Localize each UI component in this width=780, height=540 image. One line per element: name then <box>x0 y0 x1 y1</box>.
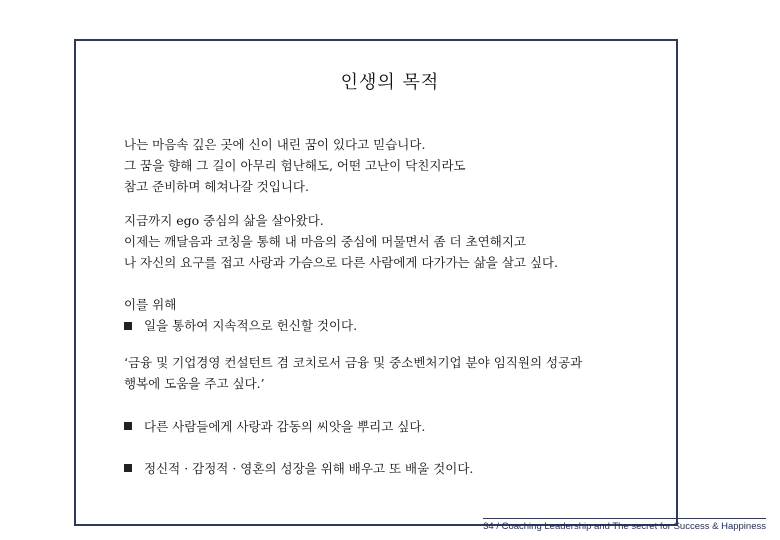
text-line: ‘금융 및 기업경영 컨설턴트 겸 코치로서 금융 및 중소벤처기업 분야 임직원의 성공과 <box>124 355 583 370</box>
paragraph-consultant <box>124 352 582 394</box>
text-line: 지금까지 ego 중심의 삶을 살아왔다. <box>124 213 324 228</box>
square-bullet-icon <box>124 322 132 330</box>
paragraph-for-this <box>124 294 357 336</box>
text-line: 나는 마음속 깊은 곳에 신이 내린 꿈이 있다고 믿습니다. <box>124 137 426 152</box>
text-line: 행복에 도움을 주고 싶다.’ <box>124 376 265 391</box>
page-footer: 34 / Coaching Leadership and The secret for Success & Happiness <box>483 518 766 532</box>
bullet-text: 다른 사람들에게 사랑과 감동의 씨앗을 뿌리고 싶다. <box>144 419 426 434</box>
bullet-item <box>124 315 357 336</box>
text-line: 이를 위해 <box>124 297 177 312</box>
bullet-text: 정신적 · 감정적 · 영혼의 성장을 위해 배우고 또 배울 것이다. <box>144 461 474 476</box>
bullet-item <box>124 459 473 477</box>
slide-frame <box>74 39 678 526</box>
paragraph-dream <box>124 134 466 197</box>
text-line: 그 꿈을 향해 그 길이 아무리 험난해도, 어떤 고난이 닥친지라도 <box>124 158 466 173</box>
bullet-item <box>124 417 425 435</box>
text-line: 이제는 깨달음과 코칭을 통해 내 마음의 중심에 머물면서 좀 더 초연해지고 <box>124 234 526 249</box>
square-bullet-icon <box>124 422 132 430</box>
bullet-text: 일을 통하여 지속적으로 헌신할 것이다. <box>144 318 358 333</box>
text-line: 참고 준비하며 헤쳐나갈 것입니다. <box>124 179 309 194</box>
paragraph-ego <box>124 210 558 273</box>
page-title: 인생의 목적 <box>340 72 440 93</box>
square-bullet-icon <box>124 464 132 472</box>
text-line: 나 자신의 요구를 접고 사랑과 가슴으로 다른 사람에게 다가가는 삶을 살고 싶다. <box>124 255 559 270</box>
